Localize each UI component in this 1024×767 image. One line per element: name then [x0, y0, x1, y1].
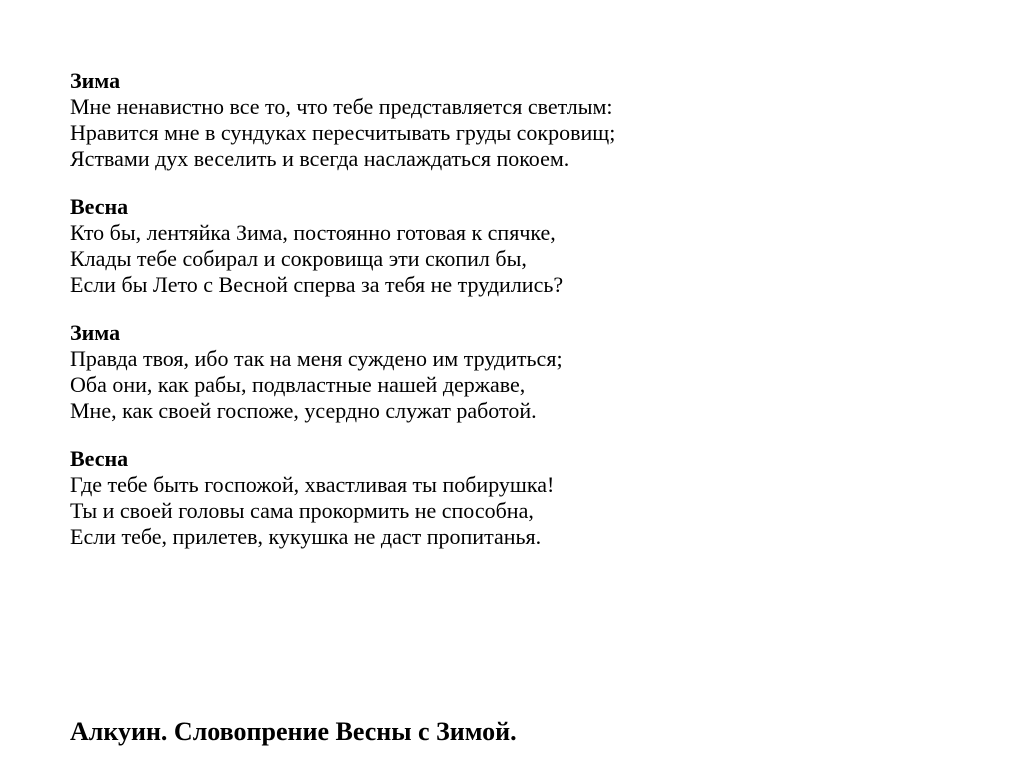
verse-line: Мне, как своей госпоже, усердно служат работой. [70, 398, 537, 423]
verse-line: Ты и своей головы сама прокормить не способна, [70, 498, 534, 523]
stanza [70, 194, 970, 298]
verse-line: Мне ненавистно все то, что тебе представляется светлым: [70, 94, 613, 119]
verse-line: Нравится мне в сундуках пересчитывать груды сокровищ; [70, 120, 616, 145]
speaker-name: Зима [70, 320, 121, 345]
verse-line: Яствами дух веселить и всегда наслаждаться покоем. [70, 146, 570, 171]
attribution-caption: Алкуин. Словопрение Весны с Зимой. [70, 717, 517, 746]
stanza [70, 68, 970, 172]
verse-line: Кто бы, лентяйка Зима, постоянно готовая к спячке, [70, 220, 556, 245]
verse-line: Клады тебе собирал и сокровища эти скопил бы, [70, 246, 527, 271]
verse-line: Правда твоя, ибо так на меня суждено им трудиться; [70, 346, 563, 371]
poem-text [70, 68, 970, 572]
speaker-name: Весна [70, 194, 129, 219]
verse-line: Где тебе быть госпожой, хвастливая ты побирушка! [70, 472, 555, 497]
verse-line: Оба они, как рабы, подвластные нашей державе, [70, 372, 526, 397]
verse-line: Если тебе, прилетев, кукушка не даст пропитанья. [70, 524, 542, 549]
speaker-name: Зима [70, 68, 121, 93]
stanza [70, 320, 970, 424]
speaker-name: Весна [70, 446, 129, 471]
stanza [70, 446, 970, 550]
verse-line: Если бы Лето с Весной сперва за тебя не трудились? [70, 272, 564, 297]
